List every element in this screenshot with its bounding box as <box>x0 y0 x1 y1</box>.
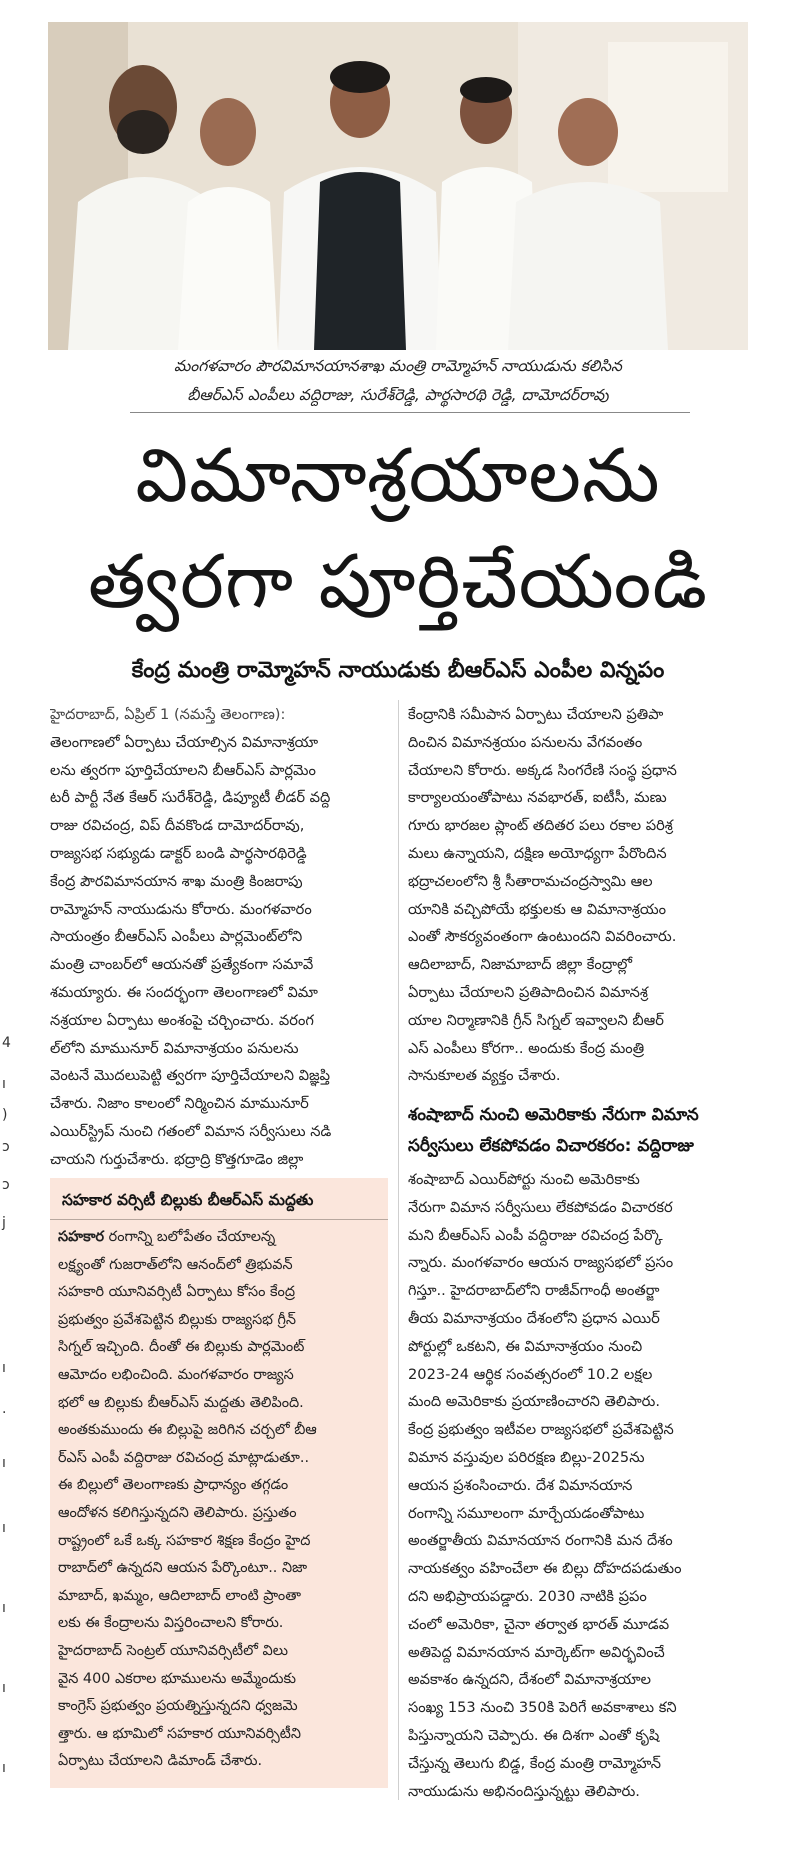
right-column-line: చేయాలని కోరారు. అక్కడ సింగరేణి సంస్థ ప్రధాన <box>408 761 677 779</box>
boxed-story-body <box>58 1224 383 1776</box>
left-column-line: లను త్వరగా పూర్తిచేయాలని బీఆర్ఎస్ పార్లమెం <box>50 761 316 779</box>
boxed-story-line: లకు ఈ కేంద్రాలను విస్తరించాలని కోరారు. <box>58 1615 284 1632</box>
right-column-continued-line: దని అభిప్రాయపడ్డారు. 2030 నాటికి ప్రపం <box>408 1587 647 1605</box>
left-column-line: చేశారు. నిజాం కాలంలో నిర్మించిన మామునూర్ <box>50 1095 309 1113</box>
right-column-continued-line: అవకాశం ఉన్నదని, దేశంలో విమానాశ్రయాల <box>408 1671 651 1689</box>
right-column-line: సానుకూలత వ్యక్తం చేశారు. <box>408 1067 561 1085</box>
right-column-continued-line: ఆయన ప్రశంసించారు. దేశ విమానయాన <box>408 1476 633 1494</box>
boxed-story-line: రాష్ట్రంలో ఒకే ఒక్క సహకార శిక్షణ కేంద్రం హైద <box>58 1532 311 1549</box>
left-column-line: నశ్రయాల ఏర్పాటు అంశంపై చర్చించారు. వరంగ <box>50 1011 314 1029</box>
right-column-line: గూరు భారజల ప్లాంట్ తదితర పలు రకాల పరిశ్ర <box>408 817 673 835</box>
caption-divider <box>130 412 690 413</box>
boxed-story-line: ర్ఎస్ ఎంపీ వద్దిరాజు రవిచంద్ర మాట్లాడుతూ.. <box>58 1449 310 1466</box>
boxed-story-line: లక్ష్యంతో గుజరాత్‌లోని ఆనంద్‌లో త్రిభువన్ <box>58 1256 293 1273</box>
right-column-line: కేంద్రానికి సమీపాన ఏర్పాటు చేయాలని ప్రతిపా <box>408 706 664 723</box>
left-column-line: ఎయిర్‌స్ట్రిప్ నుంచి గతంలో విమాన సర్వీసులు నడి <box>50 1122 332 1140</box>
boxed-story-line: ఈ బిల్లులో తెలంగాణకు ప్రాధాన్యం తగ్గడం <box>58 1477 289 1494</box>
boxed-story-title: సహకార వర్సిటీ బిల్లుకు బీఆర్ఎస్ మద్దతు <box>62 1191 314 1209</box>
right-column-continued-line: న్నారు. మంగళవారం ఆయన రాజ్యసభలో ప్రసం <box>408 1254 674 1272</box>
boxed-story-first-line <box>58 1224 383 1252</box>
left-column-line: మంత్రి చాంబర్‌లో ఆయనతో ప్రత్యేకంగా సమావే <box>50 956 314 974</box>
left-column-line: రాజ్యసభ సభ్యుడు డాక్టర్ బండి పార్థసారథిరెడ్డి <box>50 844 307 862</box>
boxed-story-line: ఆందోళన కలిగిస్తున్నదని తెలిపారు. ప్రస్తుతం <box>58 1504 297 1521</box>
left-column-line: రాజు రవిచంద్ర, విప్ దీవకొండ దామోదర్‌రావు, <box>50 817 305 835</box>
left-column-line: తెలంగాణలో ఏర్పాటు చేయాల్సిన విమానాశ్రయా <box>50 733 319 751</box>
right-column-continued-line: మంది అమెరికాకు ప్రయాణించారని తెలిపారు. <box>408 1393 660 1411</box>
right-column-line: దించిన విమానశ్రయం పనులను వేగవంతం <box>408 733 643 751</box>
right-column-continued-line: నాయకత్వం వహించేలా ఈ బిల్లు దోహదపడుతుం <box>408 1560 682 1578</box>
caption-line-2: బీఆర్ఎస్ ఎంపీలు వద్దిరాజు, సురేశ్‌రెడ్డి, పార్థసారథి రెడ్డి, దామోదర్‌రావు <box>187 386 609 404</box>
boxed-story-line: ఆమోదం లభించింది. మంగళవారం రాజ్యస <box>58 1366 294 1383</box>
margin-fragment: ) <box>2 1107 8 1123</box>
boxed-story-line: వైన 400 ఎకరాల భూములను అమ్మేందుకు <box>58 1670 297 1687</box>
right-column-line: యాల నిర్మాణానికి గ్రీన్ సిగ్నల్ ఇవ్వాలని బీఆర్ <box>408 1011 664 1029</box>
right-column-continued-line: పిస్తున్నాయని చెప్పారు. ఈ దిశగా ఎంతో కృషి <box>408 1726 660 1744</box>
boxed-story-line: త్తారు. ఆ భూమిలో సహకార యూనివర్సిటీని <box>58 1725 301 1742</box>
left-column <box>50 701 390 1174</box>
right-column-line: యానికి వచ్చిపోయే భక్తులకు ఆ విమానాశ్రయం <box>408 900 666 918</box>
right-column-line: ఎస్ ఎంపీలు కోరగా.. అందుకు కేంద్ర మంత్రి <box>408 1039 645 1057</box>
right-subheading-line-2: సర్వీసులు లేకపోవడం విచారకరం: వద్దిరాజు <box>408 1136 694 1156</box>
right-column-line: మలు ఉన్నాయని, దక్షిణ అయోధ్యగా పేరొందిన <box>408 844 667 862</box>
left-column-line: హైదరాబాద్, ఏప్రిల్ 1 (నమస్తే తెలంగాణ): <box>50 706 286 723</box>
boxed-story-first-line-rest: రంగాన్ని బలోపేతం చేయాలన్న <box>104 1229 276 1245</box>
left-column-line: చాయని గుర్తుచేశారు. భద్రాద్రి కొత్తగూడెం జిల్లా <box>50 1150 304 1168</box>
margin-fragment: 4 <box>2 1035 11 1051</box>
margin-fragment: ı <box>2 1360 6 1376</box>
left-column-line: రామ్మోహన్ నాయుడును కోరారు. మంగళవారం <box>50 900 312 918</box>
right-column-continued-line: నేరుగా విమాన సర్వీసులు లేకపోవడం విచారకర <box>408 1198 673 1216</box>
caption-line-1: మంగళవారం పౌరవిమానయానశాఖ మంత్రి రామ్మోహన్ నాయుడును కలిసిన <box>174 357 622 375</box>
right-column-continued-line: అతిపెద్ద విమానయాన మార్కెట్‌గా అవిర్భవించే <box>408 1643 665 1661</box>
right-subheading <box>408 1100 753 1162</box>
right-column-continued-line: చంలో అమెరికా, చైనా తర్వాత భారత్ మూడవ <box>408 1615 670 1633</box>
right-column-continued-line: గిస్తూ.. హైదరాబాద్‌లోని రాజీవ్‌గాంధీ అంతర్జా <box>408 1282 660 1300</box>
right-subheading-line-1: శంషాబాద్ నుంచి అమెరికాకు నేరుగా విమాన <box>408 1105 699 1125</box>
margin-fragment: · <box>2 1405 7 1421</box>
right-column-continued-line: నాయుడును అభినందిస్తున్నట్టు తెలిపారు. <box>408 1782 640 1800</box>
right-column-continued-line: శంషాబాద్ ఎయిర్‌పోర్టు నుంచి అమెరికాకు <box>408 1171 640 1188</box>
boxed-story-line: అంతకుముందు ఈ బిల్లుపై జరిగిన చర్చలో బీఆ <box>58 1422 317 1439</box>
left-column-line: సాయంత్రం బీఆర్ఎస్ ఎంపీలు పార్లమెంట్‌లోని <box>50 928 303 946</box>
right-column-continued <box>408 1166 753 1805</box>
column-divider <box>398 700 399 1800</box>
left-column-line: ల్‌లోని మామునూర్ విమానాశ్రయం పనులను <box>50 1039 299 1057</box>
left-column-line: శమయ్యారు. ఈ సందర్భంగా తెలంగాణలో విమా <box>50 983 318 1001</box>
margin-fragment: ı <box>2 1455 6 1471</box>
boxed-story-line: ప్రభుత్వం ప్రవేశపెట్టిన బిల్లుకు రాజ్యసభ గ్రీన్ <box>58 1311 297 1328</box>
right-column-line: ఏర్పాటు చేయాలని ప్రతిపాదించిన విమానశ్ర <box>408 983 648 1001</box>
right-column <box>408 701 753 1090</box>
right-column-continued-line: సంఖ్య 153 నుంచి 350కి పెరిగే అవకాశాలు కని <box>408 1699 677 1717</box>
left-column-line: టరీ పార్టీ నేత కేఆర్ సురేశ్‌రెడ్డి, డిప్యూటీ లీడర్ వద్ది <box>50 789 331 807</box>
boxed-story-line: ఏర్పాటు చేయాలని డిమాండ్ చేశారు. <box>58 1753 263 1770</box>
adjacent-column-strip <box>0 0 22 1857</box>
boxed-story-divider <box>50 1219 388 1220</box>
right-column-continued-line: తీయ విమానాశ్రయం దేశంలోని ప్రధాన ఎయిర్ <box>408 1309 660 1327</box>
right-column-line: ఎంతో సౌకర్యవంతంగా ఉంటుందని వివరించారు. <box>408 928 677 946</box>
margin-fragment: ı <box>2 1600 6 1616</box>
left-column-line: వెంటనే మొదలుపెట్టి త్వరగా పూర్తిచేయాలని విజ్ఞప్తి <box>50 1067 331 1085</box>
margin-fragment: j <box>2 1215 6 1231</box>
right-column-line: ఆదిలాబాద్, నిజామాబాద్ జిల్లా కేంద్రాల్లో <box>408 956 633 974</box>
boxed-story-line: సిగ్నల్ ఇచ్చింది. దీంతో ఈ బిల్లుకు పార్లమెంట్ <box>58 1339 305 1356</box>
right-column-continued-line: మని బీఆర్ఎస్ ఎంపీ వద్దిరాజు రవిచంద్ర పేర్కొ <box>408 1226 663 1244</box>
news-photo <box>48 22 748 350</box>
headline-line-1: విమానాశ్రయాలను <box>135 433 661 519</box>
subheadline: కేంద్ర మంత్రి రామ్మోహన్ నాయుడుకు బీఆర్ఎస్ ఎంపీల విన్నపం <box>131 658 665 683</box>
margin-fragment: ı <box>2 1520 6 1536</box>
boxed-story-line: హైదరాబాద్ సెంట్రల్ యూనివర్సిటీలో విలు <box>58 1642 288 1659</box>
margin-fragment: ı <box>2 1076 6 1092</box>
boxed-story-line: కాంగ్రెస్ ప్రభుత్వం ప్రయత్నిస్తున్నదని ధ్వజమె <box>58 1698 298 1715</box>
right-column-continued-line: 2023-24 ఆర్థిక సంవత్సరంలో 10.2 లక్షల <box>408 1365 653 1383</box>
boxed-story-line: సహకారి యూనివర్సిటీ ఏర్పాటు కోసం కేంద్ర <box>58 1284 295 1301</box>
headline-line-2: త్వరగా పూర్తిచేయండి <box>87 539 709 625</box>
right-column-continued-line: చేస్తున్న తెలుగు బిడ్డ, కేంద్ర మంత్రి రామ్మోహన్ <box>408 1754 662 1772</box>
photo-illustration <box>48 22 748 350</box>
right-column-line: కార్యాలయంతోపాటు నవభారత్, ఐటీసీ, మణు <box>408 789 667 807</box>
margin-fragment: ı <box>2 1680 6 1696</box>
margin-fragment: ɔ <box>2 1139 10 1155</box>
right-column-continued-line: విమాన వస్తువుల పరిరక్షణ బిల్లు-2025ను <box>408 1448 645 1466</box>
right-column-continued-line: పోర్టుల్లో ఒకటని, ఈ విమానాశ్రయం నుంచి <box>408 1337 643 1355</box>
margin-fragment: ɔ <box>2 1177 10 1193</box>
photo-caption <box>48 352 748 410</box>
right-column-continued-line: అంతర్జాతీయ విమానయాన రంగానికి మన దేశం <box>408 1532 673 1550</box>
boxed-story-lead-word: సహకార <box>58 1229 105 1245</box>
left-column-line: కేంద్ర పౌరవిమానయాన శాఖ మంత్రి కింజరాపు <box>50 872 303 890</box>
right-column-continued-line: రంగాన్ని సమూలంగా మార్చేయడంతోపాటు <box>408 1504 645 1522</box>
boxed-story-line: మాబాద్, ఖమ్మం, ఆదిలాబాద్ లాంటి ప్రాంతా <box>58 1587 301 1604</box>
right-column-line: భద్రాచలంలోని శ్రీ సీతారామచంద్రస్వామి ఆల <box>408 872 653 890</box>
boxed-story-line: భలో ఆ బిల్లుకు బీఆర్ఎస్ మద్దతు తెలిపింది. <box>58 1394 304 1411</box>
margin-fragment: ı <box>2 1760 6 1776</box>
right-column-continued-line: కేంద్ర ప్రభుత్వం ఇటీవల రాజ్యసభలో ప్రవేశపెట్టిన <box>408 1421 674 1439</box>
boxed-story-line: రాబాద్‌లో ఉన్నదని ఆయన పేర్కొంటూ.. నిజా <box>58 1560 308 1577</box>
